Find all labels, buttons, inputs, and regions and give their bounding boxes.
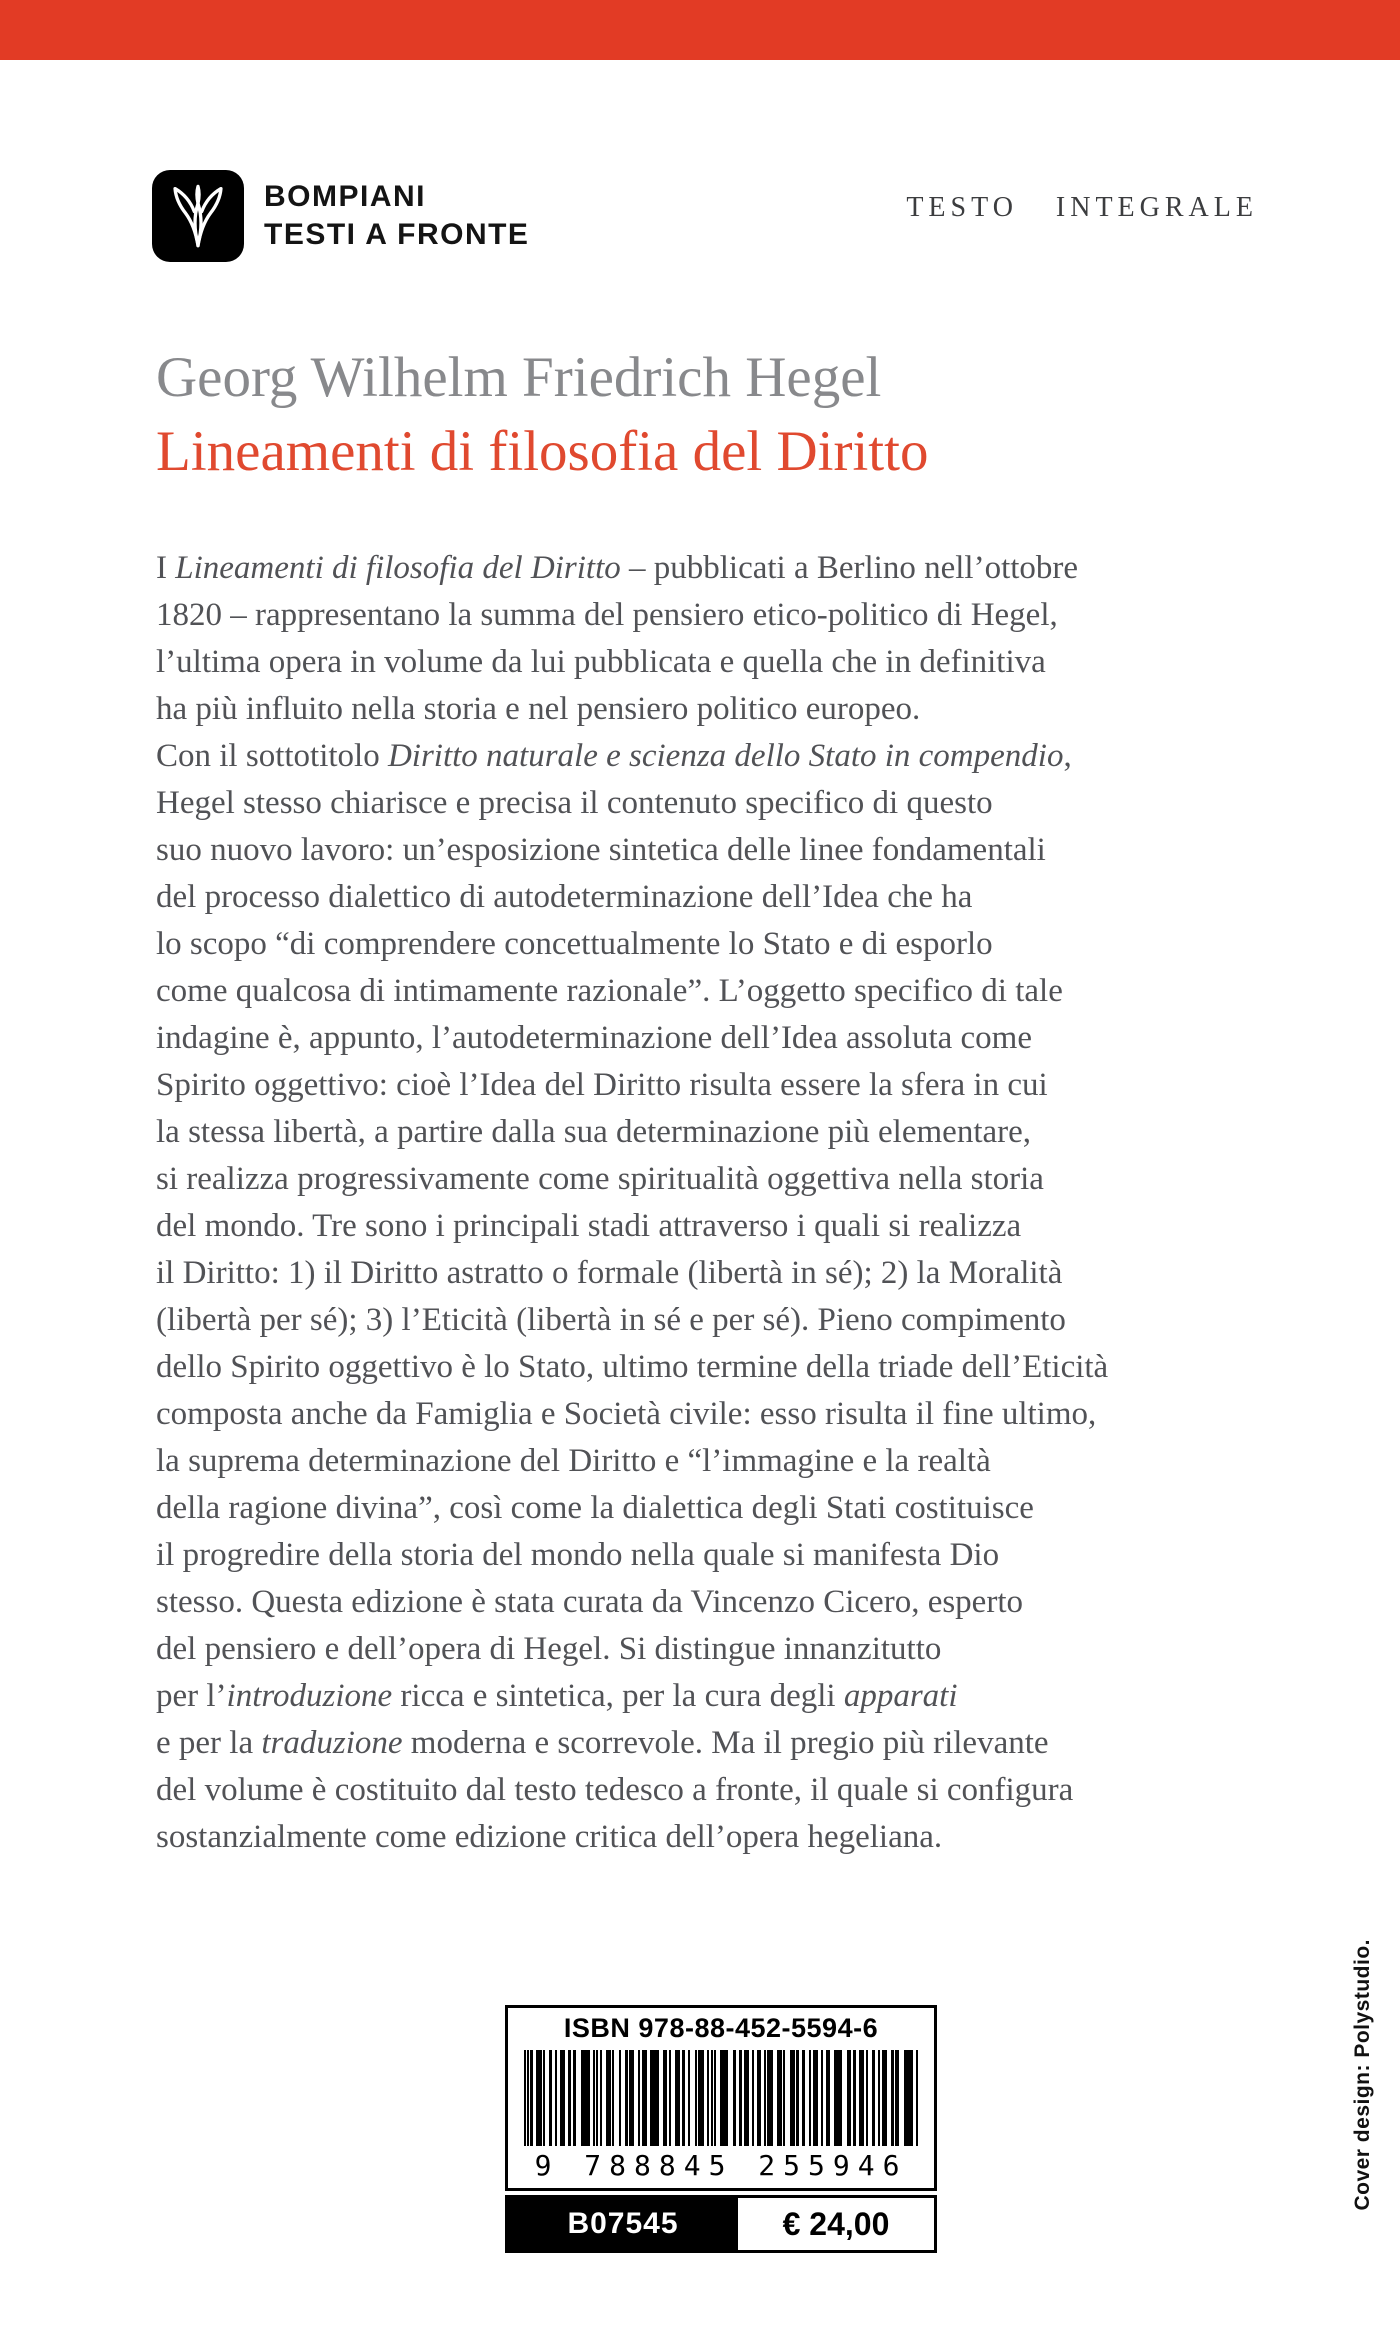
edition-badge: TESTO INTEGRALE bbox=[906, 192, 1258, 223]
description-line: Spirito oggettivo: cioè l’Idea del Diritto risulta essere la sfera in cui bbox=[156, 1067, 1048, 1103]
description-line: la suprema determinazione del Diritto e “l’immagine e la realtà bbox=[156, 1443, 991, 1479]
catalog-code: B07545 bbox=[508, 2198, 738, 2250]
publisher-name-line2: TESTI A FRONTE bbox=[264, 218, 530, 251]
description-line: il progredire della storia del mondo nella quale si manifesta Dio bbox=[156, 1537, 1000, 1573]
description-line: dello Spirito oggettivo è lo Stato, ultimo termine della triade dell’Eticità bbox=[156, 1349, 1109, 1385]
top-red-bar bbox=[0, 0, 1400, 60]
description-line: del mondo. Tre sono i principali stadi attraverso i quali si realizza bbox=[156, 1208, 1022, 1244]
description bbox=[156, 545, 1316, 1861]
barcode-block bbox=[505, 2005, 937, 2191]
description-line: Con il sottotitolo Diritto naturale e scienza dello Stato in compendio, bbox=[156, 738, 1072, 774]
isbn-label: ISBN 978-88-452-5594-6 bbox=[563, 2013, 879, 2043]
description-line: del processo dialettico di autodeterminazione dell’Idea che ha bbox=[156, 879, 973, 915]
description-line: composta anche da Famiglia e Società civile: esso risulta il fine ultimo, bbox=[156, 1396, 1097, 1432]
publisher-name bbox=[264, 178, 529, 254]
description-line: suo nuovo lavoro: un’esposizione sintetica delle linee fondamentali bbox=[156, 832, 1046, 868]
description-line: come qualcosa di intimamente razionale”. L’oggetto specifico di tale bbox=[156, 973, 1063, 1009]
description-line: il Diritto: 1) il Diritto astratto o formale (libertà in sé); 2) la Moralità bbox=[156, 1255, 1063, 1291]
description-line: 1820 – rappresentano la summa del pensiero etico-politico di Hegel, bbox=[156, 597, 1058, 633]
description-line: Hegel stesso chiarisce e precisa il contenuto specifico di questo bbox=[156, 785, 993, 821]
description-line: sostanzialmente come edizione critica dell’opera hegeliana. bbox=[156, 1819, 943, 1855]
description-line: e per la traduzione moderna e scorrevole. Ma il pregio più rilevante bbox=[156, 1725, 1049, 1761]
bompiani-flower-icon bbox=[161, 179, 235, 253]
description-line: l’ultima opera in volume da lui pubblicata e quella che in definitiva bbox=[156, 644, 1046, 680]
description-line: lo scopo “di comprendere concettualmente lo Stato e di esporlo bbox=[156, 926, 993, 962]
description-line: del pensiero e dell’opera di Hegel. Si distingue innanzitutto bbox=[156, 1631, 942, 1667]
book-title: Lineamenti di filosofia del Diritto bbox=[156, 420, 929, 483]
price-row bbox=[505, 2195, 937, 2253]
description-line: I Lineamenti di filosofia del Diritto – pubblicati a Berlino nell’ottobre bbox=[156, 550, 1079, 586]
publisher-logo bbox=[152, 170, 244, 262]
description-line: si realizza progressivamente come spiritualità oggettiva nella storia bbox=[156, 1161, 1044, 1197]
description-line: per l’introduzione ricca e sintetica, per la cura degli apparati bbox=[156, 1678, 958, 1714]
cover-design-credit-text: Cover design: Polystudio. bbox=[1351, 1939, 1374, 2211]
description-line: ha più influito nella storia e nel pensiero politico europeo. bbox=[156, 691, 921, 727]
price-amount: € 24,00 bbox=[738, 2198, 934, 2250]
author-name: Georg Wilhelm Friedrich Hegel bbox=[156, 346, 882, 409]
description-line: del volume è costituito dal testo tedesco a fronte, il quale si configura bbox=[156, 1772, 1074, 1808]
description-line: stesso. Questa edizione è stata curata da Vincenzo Cicero, esperto bbox=[156, 1584, 1023, 1620]
description-line: la stessa libertà, a partire dalla sua determinazione più elementare, bbox=[156, 1114, 1032, 1150]
barcode-digits: 9 788845 255946 bbox=[534, 2149, 908, 2182]
cover-design-credit bbox=[1346, 1930, 1380, 2220]
description-line: indagine è, appunto, l’autodeterminazione dell’Idea assoluta come bbox=[156, 1020, 1032, 1056]
description-line: (libertà per sé); 3) l’Eticità (libertà in sé e per sé). Pieno compimento bbox=[156, 1302, 1066, 1338]
barcode-icon bbox=[524, 2050, 918, 2146]
publisher-name-line1: BOMPIANI bbox=[264, 180, 426, 213]
description-line: della ragione divina”, così come la dialettica degli Stati costituisce bbox=[156, 1490, 1034, 1526]
